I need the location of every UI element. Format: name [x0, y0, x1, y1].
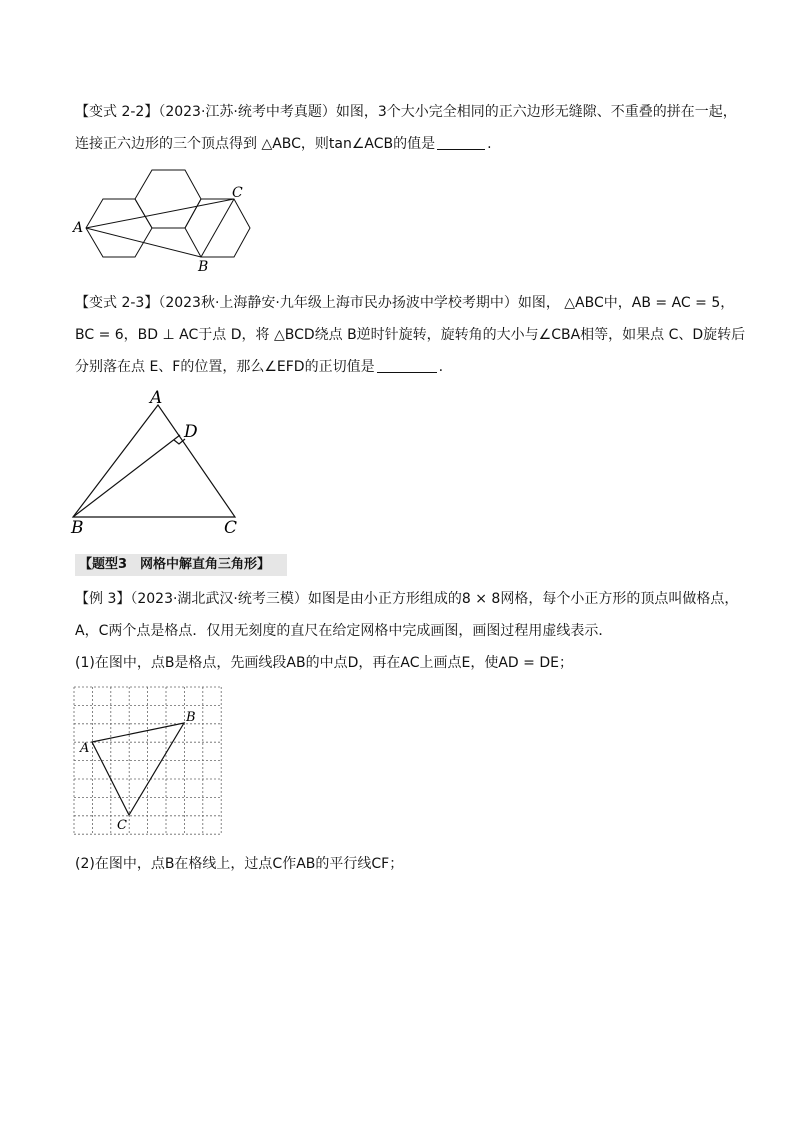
- example-3-line-2: A，C两个点是格点．仅用无刻度的直尺在给定网格中完成画图，画图过程用虚线表示．: [75, 623, 613, 639]
- segment-ab: [86, 228, 201, 257]
- label-b: B: [198, 259, 209, 275]
- example-3: [75, 583, 739, 679]
- label-d: D: [184, 422, 198, 442]
- hexagon-top: [135, 170, 201, 228]
- variant-2-3-line-1: 【变式 2-3】（2023秋·上海静安·九年级上海市民办扬波中学校考期中）如图， △ABC中，AB = AC = 5，: [75, 295, 735, 311]
- section-heading: 【题型3 网格中解直角三角形】: [75, 554, 287, 576]
- variant-2-2-line-2: [75, 128, 725, 160]
- label-a: A: [150, 388, 163, 408]
- question-1: (1)在图中，点B是格点，先画线段AB的中点D，再在AC上画点E，使AD = DE；: [75, 655, 573, 671]
- label-b: B: [71, 518, 84, 538]
- variant-2-3-end: .: [438, 359, 444, 375]
- triangle-abc: [92, 723, 184, 815]
- variant-2-2-question: 连接正六边形的三个顶点得到 △ABC，则tan∠ACB的值是: [75, 136, 436, 152]
- dashed-grid: [74, 687, 221, 834]
- variant-2-2-end: .: [487, 136, 492, 152]
- variant-2-2-line-1: 【变式 2-2】（2023·江苏·统考中考真题）如图，3个大小完全相同的正六边形无缝隙、不重叠的拼在一起，: [75, 104, 737, 120]
- segment-ac: [86, 199, 234, 228]
- variant-2-3: [75, 287, 746, 383]
- hexagon-left: [86, 199, 152, 257]
- triangle-abc: [73, 405, 235, 517]
- triangle-figure: [68, 386, 248, 538]
- variant-2-2: [75, 96, 737, 160]
- label-c: C: [117, 818, 127, 833]
- variant-2-3-line-3: [75, 351, 725, 383]
- answer-blank: [437, 135, 485, 150]
- question-2: (2)在图中，点B在格线上，过点C作AB的平行线CF；: [75, 856, 404, 872]
- answer-blank: [377, 358, 437, 373]
- variant-2-3-line-2: BC = 6，BD ⊥ AC于点 D，将 △BCD绕点 B逆时针旋转，旋转角的大小与∠CBA相等，如果点 C、D旋转后: [75, 327, 746, 343]
- question-2-block: [75, 848, 725, 880]
- hexagon-figure: [70, 166, 260, 278]
- label-c: C: [232, 185, 243, 201]
- label-c: C: [224, 518, 238, 538]
- variant-2-3-question: 分别落在点 E、F的位置，那么∠EFD的正切值是: [75, 359, 375, 375]
- segment-bc: [201, 199, 234, 257]
- label-a: A: [80, 741, 90, 756]
- label-b: B: [186, 710, 196, 725]
- label-a: A: [73, 220, 84, 236]
- example-3-line-1: 【例 3】（2023·湖北武汉·统考三模）如图是由小正方形组成的8 × 8网格，每个小正方形的顶点叫做格点，: [75, 591, 739, 607]
- grid-figure: [70, 684, 226, 838]
